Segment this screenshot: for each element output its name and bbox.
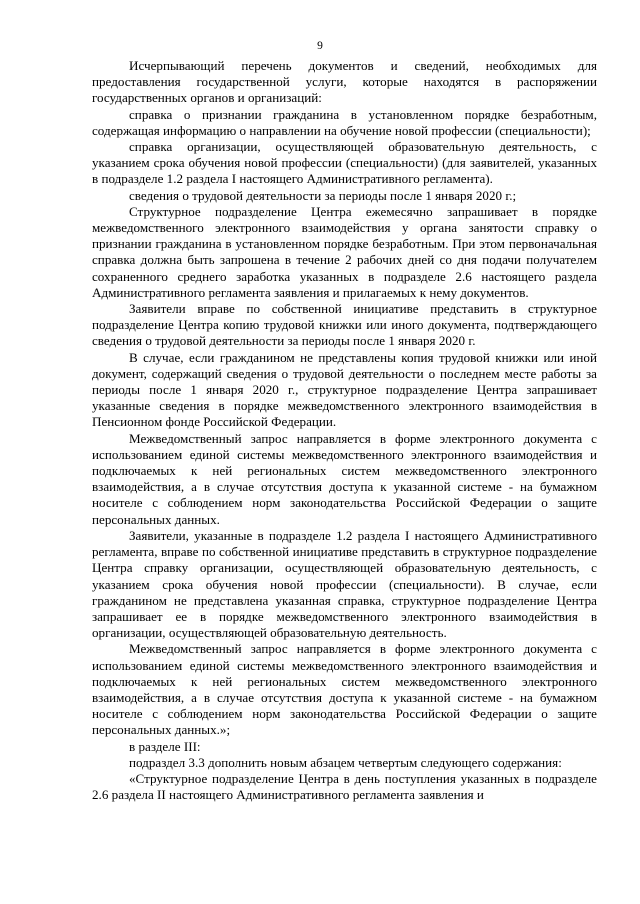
paragraph-3: справка организации, осуществляющей образовательную деятельность, с указанием срока обучения новой профессии (специальности) (для заявителей, указанных в подразделе 1.2 раздела I настоящего Административного регламента). bbox=[92, 139, 597, 187]
paragraph-9: Заявители, указанные в подразделе 1.2 раздела I настоящего Административного регламента, вправе по собственной инициативе представить в структурное подразделение Центра справку организации, осуществляющей образовательную деятельность, с указанием срока обучения новой профессии (специальности). В случае, если гражданином не представлена указанная справка, структурное подразделение Центра запрашивает ее в порядке межведомственного электронного взаимодействия в организации, осуществляющей образовательную деятельность. bbox=[92, 527, 597, 641]
paragraph-4: сведения о трудовой деятельности за периоды после 1 января 2020 г.; bbox=[129, 187, 517, 203]
paragraph-11: в разделе III: bbox=[129, 738, 201, 754]
document-body bbox=[92, 58, 597, 803]
paragraph-2: справка о признании гражданина в установленном порядке безработным, содержащая информацию о направлении на обучение новой профессии (специальности); bbox=[92, 106, 597, 138]
paragraph-6: Заявители вправе по собственной инициативе представить в структурное подразделение Центра копию трудовой книжки или иного документа, подтверждающего сведения о трудовой деятельности за периоды после 1 января 2020 г. bbox=[92, 301, 597, 349]
paragraph-13: «Структурное подразделение Центра в день поступления указанных в подразделе 2.6 раздела II настоящего Административного регламента заявления и bbox=[92, 770, 597, 803]
paragraph-7: В случае, если гражданином не представлены копия трудовой книжки или иной документ, содержащий сведения о трудовой деятельности о последнем месте работы за периоды после 1 января 2020 г., структурное подразделение Центра запрашивает указанные сведения в порядке межведомственного электронного взаимодействия в Пенсионном фонде Российской Федерации. bbox=[92, 349, 597, 430]
paragraph-1: Исчерпывающий перечень документов и сведений, необходимых для предоставления государственной услуги, которые находятся в распоряжении государственных органов и организаций: bbox=[92, 58, 597, 106]
paragraph-10: Межведомственный запрос направляется в форме электронного документа с использованием единой системы межведомственного электронного взаимодействия и подключаемых к ней региональных систем межведомственного электронного взаимодействия, а в случае отсутствия доступа к указанной системе - на бумажном носителе с соблюдением норм законодательства Российской Федерации о защите персональных данных.»; bbox=[92, 641, 597, 738]
paragraph-12: подраздел 3.3 дополнить новым абзацем четвертым следующего содержания: bbox=[129, 754, 562, 770]
page-number: 9 bbox=[317, 40, 323, 52]
paragraph-8: Межведомственный запрос направляется в форме электронного документа с использованием единой системы межведомственного электронного взаимодействия и подключаемых к ней региональных систем межведомственного электронного взаимодействия, а в случае отсутствия доступа к указанной системе - на бумажном носителе с соблюдением норм законодательства Российской Федерации о защите персональных данных. bbox=[92, 430, 597, 527]
paragraph-5: Структурное подразделение Центра ежемесячно запрашивает в порядке межведомственного электронного взаимодействия у органа занятости справку о признании гражданина в установленном порядке безработным. При этом первоначальная справка должна быть запрошена в течение 2 рабочих дней со дня подачи получателем сохраненного среднего заработка указанных в подразделе 2.6 настоящего раздела Административного регламента заявления и прилагаемых к нему документов. bbox=[92, 203, 597, 300]
